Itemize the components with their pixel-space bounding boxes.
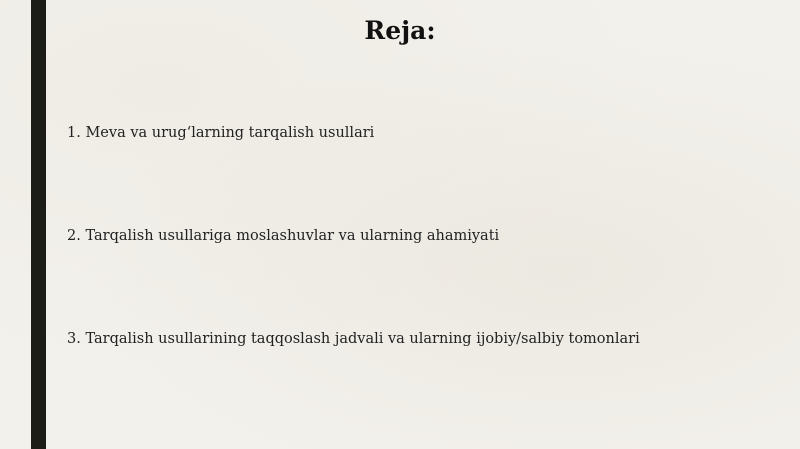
- left-accent-bar: [31, 0, 46, 449]
- plan-item-2: 2. Tarqalish usullariga moslashuvlar va ularning ahamiyati: [67, 228, 500, 244]
- slide-title: Reja:: [364, 16, 436, 45]
- plan-item-3: 3. Tarqalish usullarining taqqoslash jadvali va ularning ijobiy/salbiy tomonlari: [67, 331, 640, 347]
- plan-item-1: 1. Meva va urug‘larning tarqalish usullari: [67, 125, 375, 141]
